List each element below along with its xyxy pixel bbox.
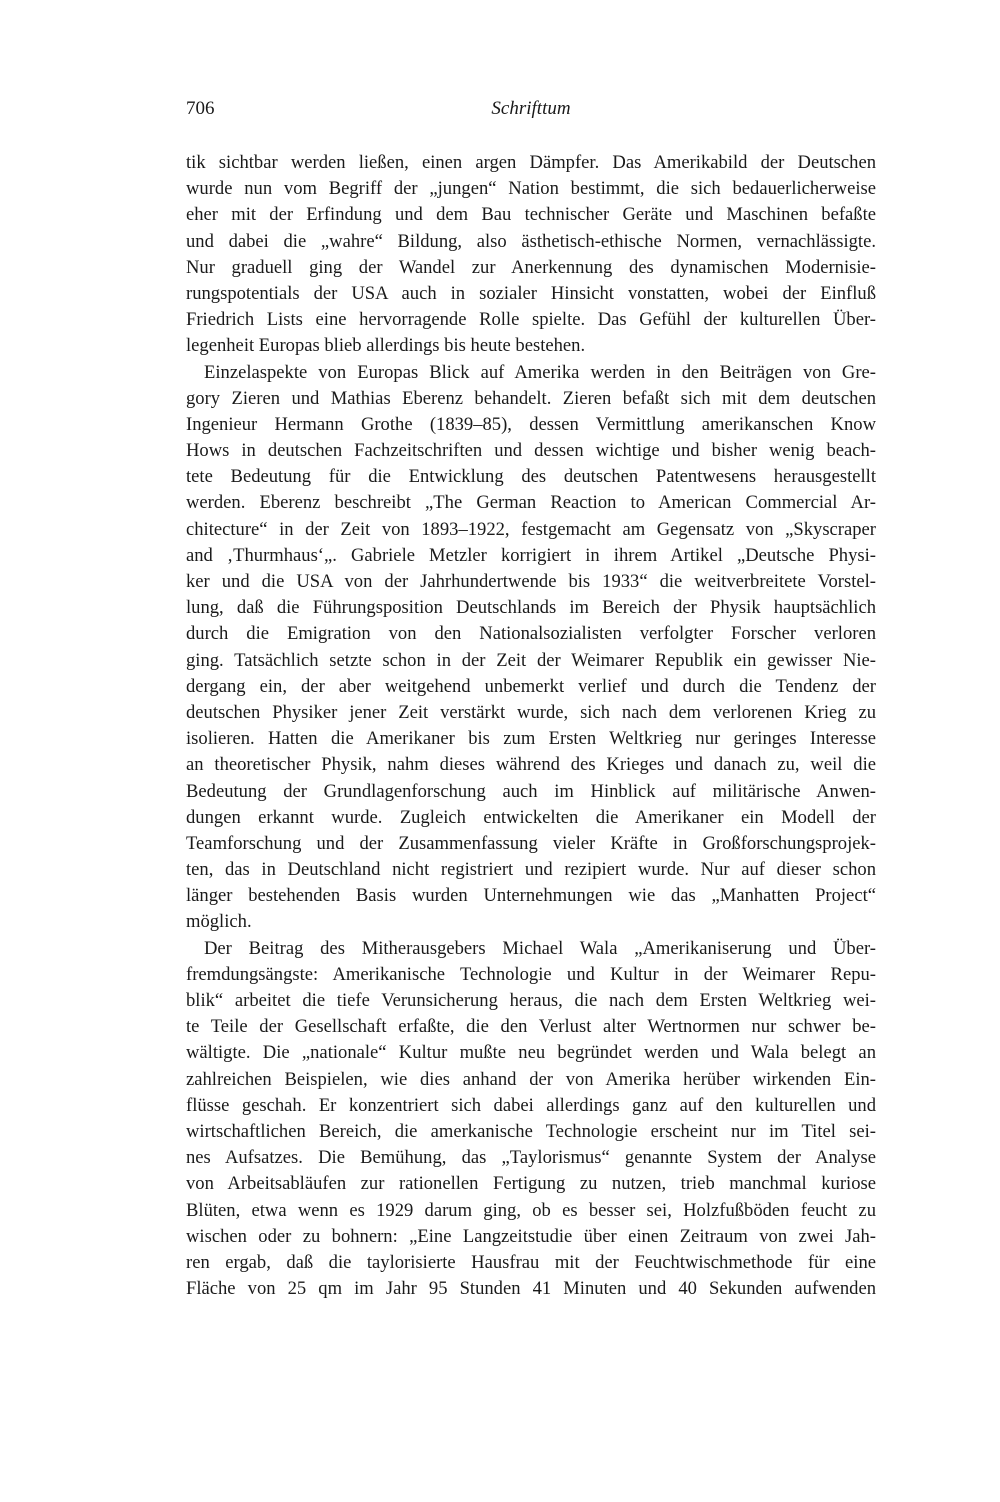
text-line: ren ergab, daß die taylorisierte Hausfrau mit der Feuchtwischmethode für eine bbox=[186, 1251, 876, 1273]
text-line: Teamforschung und der Zusammenfassung vieler Kräfte in Großforschungsprojek- bbox=[186, 832, 876, 854]
text-line: Einzelaspekte von Europas Blick auf Amerika werden in den Beiträgen von Gre- bbox=[204, 361, 876, 383]
text-line: te Teile der Gesellschaft erfaßte, die den Verlust alter Wertnormen nur schwer be- bbox=[186, 1016, 876, 1038]
text-line: wischen oder zu bohnern: „Eine Langzeitstudie über einen Zeitraum von zwei Jah- bbox=[186, 1225, 876, 1247]
text-line: an theoretischer Physik, nahm dieses während des Krieges und danach zu, weil die bbox=[186, 754, 876, 776]
text-line: dergang ein, der aber weitgehend unbemerkt verlief und durch die Tendenz der bbox=[186, 675, 876, 697]
text-line: wurde nun vom Begriff der „jungen“ Nation bestimmt, die sich bedauerlicherweise bbox=[186, 178, 876, 200]
text-line: rungspotentials der USA auch in sozialer Hinsicht vonstatten, wobei der Einfluß bbox=[186, 282, 876, 304]
text-line: ging. Tatsächlich setzte schon in der Zeit der Weimarer Republik ein gewisser Nie- bbox=[186, 649, 876, 671]
text-line: Nur graduell ging der Wandel zur Anerkennung des dynamischen Modernisie- bbox=[186, 256, 876, 278]
page-number: 706 bbox=[186, 98, 215, 119]
text-line: lung, daß die Führungsposition Deutschlands im Bereich der Physik hauptsächlich bbox=[186, 597, 876, 619]
text-line: fremdungsängste: Amerikanische Technologie und Kultur in der Weimarer Repu- bbox=[186, 963, 876, 985]
text-line: eher mit der Erfindung und dem Bau technischer Geräte und Maschinen befaßte bbox=[186, 204, 876, 226]
text-line: Hows in deutschen Fachzeitschriften und dessen wichtige und bisher wenig beach- bbox=[186, 440, 876, 462]
text-line: Der Beitrag des Mitherausgebers Michael Wala „Amerikaniserung und Über- bbox=[204, 937, 876, 959]
text-line: chitecture“ in der Zeit von 1893–1922, festgemacht am Gegensatz von „Skyscraper bbox=[186, 518, 876, 540]
text-line: und dabei die „wahre“ Bildung, also ästhetisch-ethische Normen, vernachlässigte. bbox=[186, 230, 876, 252]
text-line: zahlreichen Beispielen, wie dies anhand der von Amerika herüber wirkenden Ein- bbox=[186, 1068, 876, 1090]
text-line: Fläche von 25 qm im Jahr 95 Stunden 41 Minuten und 40 Sekunden aufwenden bbox=[186, 1278, 876, 1300]
text-line: tete Bedeutung für die Entwicklung des deutschen Patentwesens herausgestellt bbox=[186, 466, 876, 488]
text-line: Ingenieur Hermann Grothe (1839–85), dessen Vermittlung amerikanschen Know bbox=[186, 413, 876, 435]
text-line: isolieren. Hatten die Amerikaner bis zum Ersten Weltkrieg nur geringes Interesse bbox=[186, 728, 876, 750]
text-line: durch die Emigration von den Nationalsozialisten verfolgter Forscher verloren bbox=[186, 623, 876, 645]
text-line: möglich. bbox=[186, 911, 252, 933]
text-line: nes Aufsatzes. Die Bemühung, das „Taylorismus“ genannte System der Analyse bbox=[186, 1147, 876, 1169]
body-text bbox=[186, 150, 876, 1302]
text-line: Blüten, etwa wenn es 1929 darum ging, ob es besser sei, Holzfußböden feucht zu bbox=[186, 1199, 876, 1221]
paragraph bbox=[186, 936, 876, 1303]
text-line: werden. Eberenz beschreibt „The German Reaction to American Commercial Ar- bbox=[186, 492, 876, 514]
text-line: deutschen Physiker jener Zeit verstärkt wurde, sich nach dem verlorenen Krieg zu bbox=[186, 701, 876, 723]
text-line: Friedrich Lists eine hervorragende Rolle spielte. Das Gefühl der kulturellen Über- bbox=[186, 309, 876, 331]
text-line: ker und die USA von der Jahrhundertwende bis 1933“ die weitverbreitete Vorstel- bbox=[186, 571, 876, 592]
text-line: ten, das in Deutschland nicht registriert und rezipiert wurde. Nur auf dieser schon bbox=[186, 859, 876, 881]
text-line: Bedeutung der Grundlagenforschung auch im Hinblick auf militärische Anwen- bbox=[186, 780, 876, 802]
paragraph bbox=[186, 150, 876, 360]
text-line: dungen erkannt wurde. Zugleich entwickelten die Amerikaner ein Modell der bbox=[186, 806, 876, 828]
paragraph bbox=[186, 360, 876, 936]
text-line: blik“ arbeitet die tiefe Verunsicherung heraus, die nach dem Ersten Weltkrieg wei- bbox=[186, 990, 876, 1011]
text-line: gory Zieren und Mathias Eberenz behandelt. Zieren befaßt sich mit dem deutschen bbox=[186, 387, 876, 409]
text-line: legenheit Europas blieb allerdings bis heute bestehen. bbox=[186, 335, 586, 357]
text-line: wirtschaftlichen Bereich, die amerkanische Technologie erscheint nur im Titel sei- bbox=[186, 1120, 876, 1142]
text-line: von Arbeitsabläufen zur rationellen Fertigung zu nutzen, trieb manchmal kuriose bbox=[186, 1173, 876, 1195]
running-title: Schrifttum bbox=[491, 98, 571, 119]
text-line: and ‚Thurmhaus‘„. Gabriele Metzler korrigiert in ihrem Artikel „Deutsche Physi- bbox=[186, 544, 876, 566]
text-line: flüsse geschah. Er konzentriert sich dabei allerdings ganz auf den kulturellen und bbox=[186, 1094, 876, 1116]
text-line: tik sichtbar werden ließen, einen argen Dämpfer. Das Amerikabild der Deutschen bbox=[186, 152, 876, 173]
text-line: länger bestehenden Basis wurden Unternehmungen wie das „Manhatten Project“ bbox=[186, 885, 876, 907]
text-line: wältigte. Die „nationale“ Kultur mußte neu begründet werden und Wala belegt an bbox=[186, 1042, 876, 1064]
running-head bbox=[186, 98, 876, 128]
